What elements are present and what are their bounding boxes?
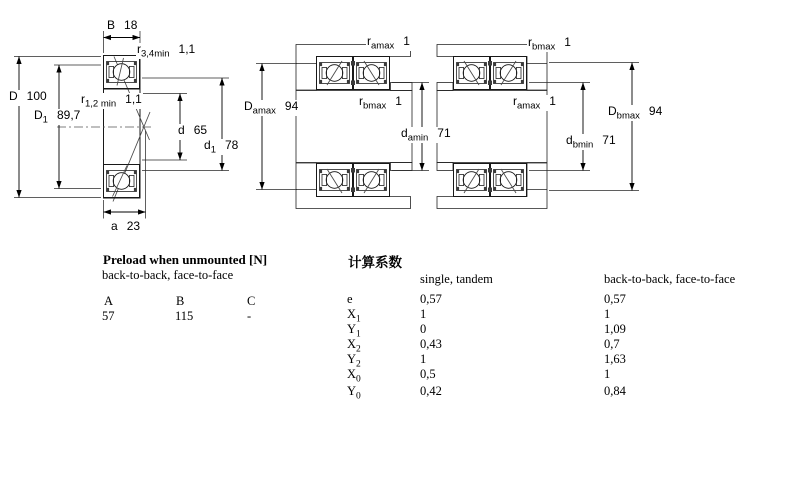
preload-value-A: 57 (102, 309, 115, 323)
dim-label-damin: $d_{amin}$ 71 (401, 126, 451, 144)
dim-label-r12min: $r_{1,2 min}$ 1,1 (81, 92, 142, 110)
factor-label: $Y_2$ (347, 352, 361, 370)
dim-label-d: d 65 (177, 124, 208, 140)
factor-value-paired: 0,57 (604, 292, 626, 306)
dim-label-D1: $D_1$ 89,7 (34, 108, 81, 126)
factor-value-paired: 1 (604, 307, 611, 321)
shaft-shoulder (391, 83, 413, 91)
dim-label-D: D 100 (8, 90, 48, 106)
factor-value-single: 0,5 (420, 367, 436, 381)
factor-row-Y1 (345, 322, 790, 340)
factor-row-e (345, 292, 790, 307)
factor-row-Y2 (345, 352, 790, 370)
factor-value-paired: 0,7 (604, 337, 620, 351)
factors-title: 计算系数 (348, 255, 402, 270)
factor-value-single: 0,57 (420, 292, 442, 306)
factor-label: $X_1$ (347, 307, 361, 325)
dim-label-rbmax-ff: $r_{bmax}$ 1 (359, 94, 402, 112)
factors-header-single-tandem: single, tandem (420, 272, 493, 286)
factor-value-single: 1 (420, 352, 427, 366)
factor-row-X1 (345, 307, 790, 325)
factor-row-X2 (345, 337, 790, 355)
preload-col-header-A: A (104, 294, 114, 308)
dim-label-Dbmax: $D_{bmax}$ 94 (608, 104, 663, 122)
preload-subtitle: back-to-back, face-to-face (102, 268, 234, 282)
dim-label-dbmin: $d_{bmin}$ 71 (566, 133, 616, 151)
factor-label: e (347, 292, 353, 306)
dim-label-ramax-bb: $r_{amax}$ 1 (513, 94, 556, 112)
dim-label-rbmax-bb: $r_{bmax}$ 1 (528, 35, 571, 53)
dim-label-d1: $d_1$ 78 (204, 138, 239, 156)
preload-title: Preload when unmounted [N] (103, 252, 268, 267)
shaft-shoulder (437, 83, 453, 91)
factor-value-single: 1 (420, 307, 427, 321)
dim-label-B: B 18 (106, 19, 138, 35)
factor-value-paired: 1 (604, 367, 611, 381)
preload-col-header-B: B (176, 294, 185, 308)
factor-row-X0 (345, 367, 790, 385)
calculation-factors-table (345, 248, 795, 408)
factors-header-back-to-back: back-to-back, face-to-face (604, 272, 736, 286)
back-to-back-mounting-figure (437, 45, 639, 209)
factor-value-paired: 0,84 (604, 384, 626, 398)
dim-label-ramax-ff: $r_{amax}$ 1 (367, 34, 410, 52)
factor-row-Y0 (345, 384, 790, 402)
factor-value-paired: 1,09 (604, 322, 626, 336)
preload-col-header-C: C (247, 294, 256, 308)
preload-value-B: 115 (175, 309, 194, 323)
dim-label-r34min: $r_{3,4min}$ 1,1 (137, 42, 196, 60)
dim-label-Damax: $D_{amax}$ 94 (244, 99, 299, 117)
dim-label-a: a 23 (110, 220, 141, 236)
factor-label: $X_0$ (347, 367, 361, 385)
factor-label: $Y_0$ (347, 384, 361, 402)
factor-value-single: 0,43 (420, 337, 442, 351)
factor-value-paired: 1,63 (604, 352, 626, 366)
factor-value-single: 0,42 (420, 384, 442, 398)
factor-value-single: 0 (420, 322, 427, 336)
factor-label: $Y_1$ (347, 322, 361, 340)
preload-value-C: - (247, 309, 252, 323)
factor-label: $X_2$ (347, 337, 361, 355)
